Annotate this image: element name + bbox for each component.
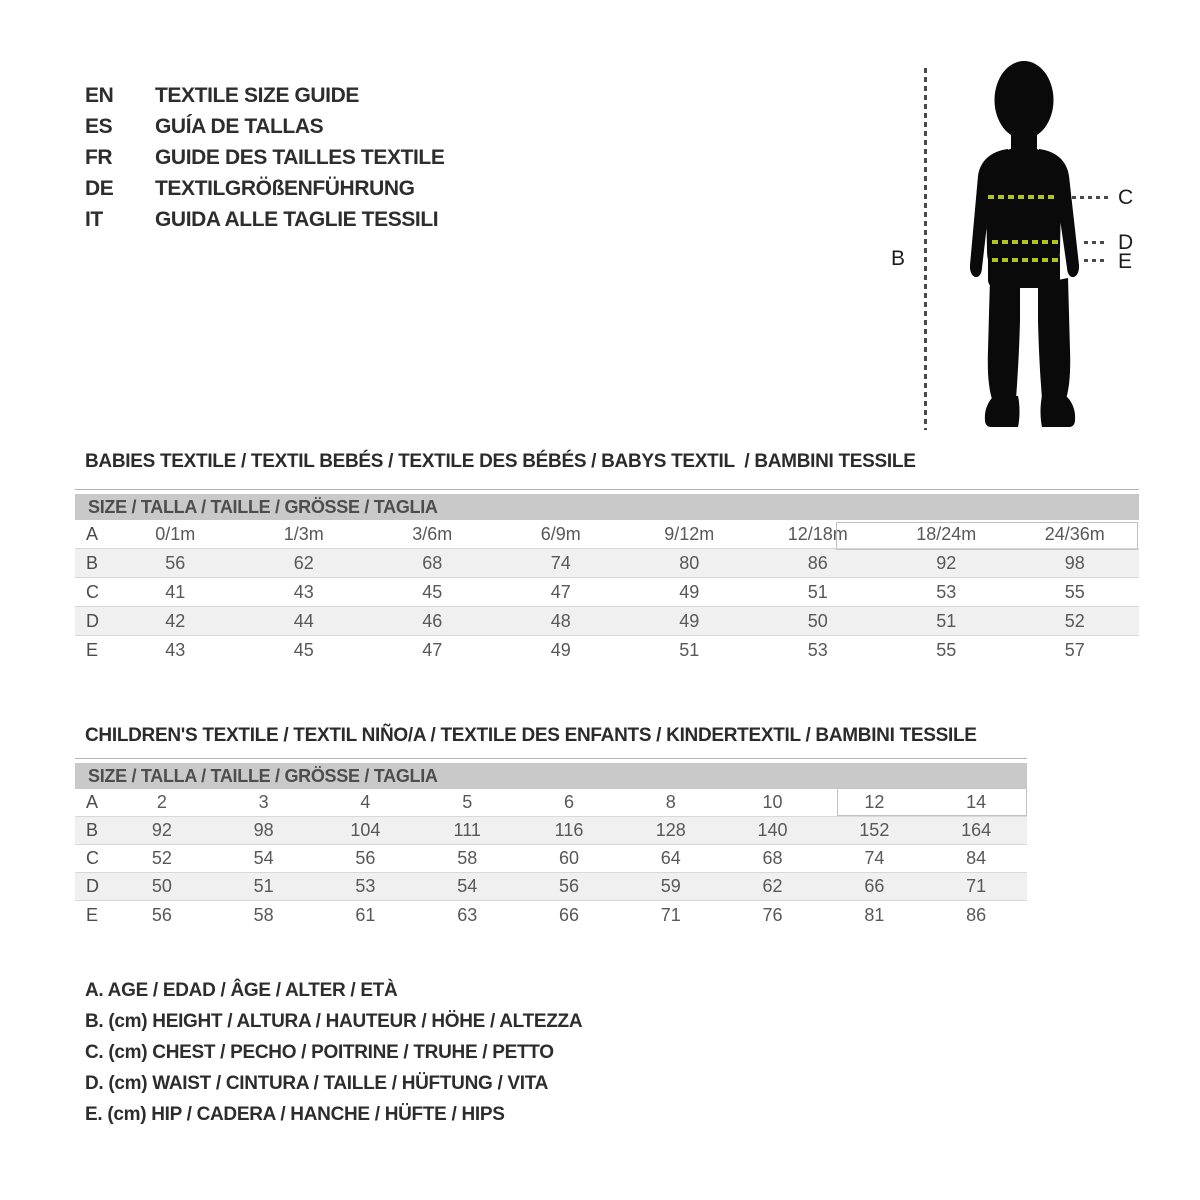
size-header-row: SIZE / TALLA / TAILLE / GRÖSSE / TAGLIA	[75, 763, 1027, 789]
size-value-cell: 55	[936, 640, 957, 660]
children-size-table	[75, 758, 1027, 929]
silhouette-right-foot	[1041, 396, 1076, 427]
hip-label: E	[1118, 250, 1132, 273]
size-value-cell: 45	[422, 581, 443, 602]
table-top-rule	[75, 489, 1139, 490]
language-guide-title: GUIDE DES TAILLES TEXTILE	[155, 146, 445, 169]
size-value-cell: 2	[156, 792, 167, 812]
size-value-cell: 58	[253, 904, 274, 925]
language-code: IT	[85, 208, 103, 231]
size-value-cell: 152	[859, 820, 890, 840]
size-value-cell: 76	[762, 904, 783, 925]
size-value-cell: 74	[864, 848, 885, 868]
size-value-cell: 58	[457, 848, 478, 868]
size-row-C	[75, 845, 1027, 873]
size-value-cell: 68	[422, 552, 443, 573]
size-value-cell: 66	[558, 904, 579, 925]
size-value-cell: 9/12m	[664, 523, 715, 544]
size-value-cell: 104	[350, 820, 381, 840]
size-value-cell: 53	[807, 640, 828, 660]
size-value-cell: 98	[1064, 552, 1085, 573]
silhouette-left-foot	[985, 396, 1020, 427]
size-value-cell: 98	[253, 820, 274, 840]
language-row	[85, 142, 444, 173]
row-letter: E	[86, 904, 99, 925]
size-value-cell: 53	[355, 876, 376, 896]
language-code: DE	[85, 177, 114, 200]
chest-callout-line	[1072, 196, 1108, 199]
legend-item: C. (cm) CHEST / PECHO / POITRINE / TRUHE / PETTO	[85, 1042, 554, 1063]
waist-measure-line	[992, 240, 1058, 244]
selected-size-highlight	[837, 788, 1027, 816]
size-value-cell: 74	[550, 552, 571, 573]
size-value-cell: 24/36m	[1044, 523, 1105, 544]
size-value-cell: 71	[966, 876, 987, 896]
size-value-cell: 140	[757, 820, 788, 840]
row-letter: E	[86, 640, 99, 660]
row-letter: B	[86, 820, 99, 840]
size-value-cell: 49	[550, 640, 571, 660]
legend-item: D. (cm) WAIST / CINTURA / TAILLE / HÜFTUNG / VITA	[85, 1073, 549, 1094]
language-row	[85, 111, 444, 142]
row-letter: D	[86, 610, 99, 631]
row-letter: A	[86, 523, 99, 544]
size-value-cell: 8	[665, 792, 676, 812]
size-value-cell: 56	[165, 552, 186, 573]
size-value-cell: 116	[554, 820, 584, 840]
size-value-cell: 6	[563, 792, 574, 812]
size-value-cell: 51	[253, 876, 274, 896]
size-value-cell: 84	[966, 848, 987, 868]
language-code: ES	[85, 115, 113, 138]
children-section-title: CHILDREN'S TEXTILE / TEXTIL NIÑO/A / TEXTILE DES ENFANTS / KINDERTEXTIL / BAMBINI TESSILE	[85, 725, 977, 746]
language-row	[85, 80, 444, 111]
size-value-cell: 62	[762, 876, 783, 896]
measurement-diagram	[880, 40, 1200, 460]
size-value-cell: 49	[679, 610, 700, 631]
size-value-cell: 5	[462, 792, 473, 812]
size-value-cell: 81	[864, 904, 885, 925]
size-value-cell: 12/18m	[787, 523, 848, 544]
child-silhouette-icon	[930, 50, 1130, 440]
chest-label: C	[1118, 186, 1133, 209]
size-row-D	[75, 873, 1027, 901]
size-value-cell: 59	[660, 876, 681, 896]
size-value-cell: 56	[558, 876, 579, 896]
size-value-cell: 51	[936, 610, 957, 631]
size-value-cell: 62	[293, 552, 314, 573]
size-value-cell: 55	[1064, 581, 1085, 602]
size-value-cell: 47	[422, 640, 443, 660]
size-value-cell: 86	[807, 552, 828, 573]
size-value-cell: 1/3m	[283, 523, 324, 544]
silhouette-right-leg	[1038, 278, 1070, 399]
size-value-cell: 68	[762, 848, 783, 868]
legend-item: E. (cm) HIP / CADERA / HANCHE / HÜFTE / HIPS	[85, 1104, 505, 1125]
row-letter: B	[86, 552, 99, 573]
hip-measure-line	[992, 258, 1060, 262]
size-value-cell: 164	[961, 820, 992, 840]
height-label: B	[891, 247, 905, 270]
size-value-cell: 71	[660, 904, 681, 925]
size-value-cell: 92	[151, 820, 172, 840]
size-value-cell: 50	[151, 876, 172, 896]
size-row-D	[75, 607, 1139, 636]
size-value-cell: 4	[360, 792, 371, 812]
legend-item: B. (cm) HEIGHT / ALTURA / HAUTEUR / HÖHE / ALTEZZA	[85, 1011, 583, 1032]
row-letter: C	[86, 581, 99, 602]
size-value-cell: 128	[655, 820, 686, 840]
waist-callout-line	[1084, 241, 1108, 244]
legend-item: A. AGE / EDAD / ÂGE / ALTER / ETÀ	[85, 980, 398, 1001]
size-value-cell: 50	[807, 610, 828, 631]
size-value-cell: 44	[293, 610, 314, 631]
size-value-cell: 43	[293, 581, 314, 602]
size-row-B	[75, 817, 1027, 845]
size-value-cell: 14	[966, 792, 987, 812]
size-value-cell: 56	[151, 904, 172, 925]
language-guide-title: GUIDA ALLE TAGLIE TESSILI	[155, 208, 439, 231]
size-value-cell: 6/9m	[540, 523, 581, 544]
size-value-cell: 12	[864, 792, 885, 812]
size-value-cell: 60	[558, 848, 579, 868]
size-value-cell: 10	[762, 792, 783, 812]
row-letter: A	[86, 792, 99, 812]
size-value-cell: 47	[550, 581, 571, 602]
hip-callout-line	[1084, 259, 1108, 262]
size-value-cell: 51	[679, 640, 700, 660]
language-guide-title: TEXTILGRÖßENFÜHRUNG	[155, 177, 415, 200]
size-value-cell: 92	[936, 552, 957, 573]
size-value-cell: 0/1m	[155, 523, 196, 544]
size-value-cell: 53	[936, 581, 957, 602]
language-guide-title: GUÍA DE TALLAS	[155, 115, 324, 138]
babies-section-title: BABIES TEXTILE / TEXTIL BEBÉS / TEXTILE DES BÉBÉS / BABYS TEXTIL / BAMBINI TESSILE	[85, 451, 916, 472]
language-title-list	[85, 80, 444, 235]
size-value-cell: 80	[679, 552, 700, 573]
size-value-cell: 3/6m	[412, 523, 453, 544]
size-value-cell: 56	[355, 848, 376, 868]
size-value-cell: 61	[355, 904, 376, 925]
silhouette-head	[995, 61, 1054, 139]
size-value-cell: 3	[258, 792, 269, 812]
height-measure-line	[924, 68, 927, 430]
table-top-rule	[75, 758, 1027, 759]
size-value-cell: 111	[453, 820, 481, 840]
size-row-E	[75, 901, 1027, 929]
waist-label: D	[1118, 231, 1133, 254]
language-guide-title: TEXTILE SIZE GUIDE	[155, 84, 359, 107]
size-value-cell: 86	[966, 904, 987, 925]
size-value-cell: 45	[293, 640, 314, 660]
size-value-cell: 18/24m	[916, 523, 977, 544]
size-value-cell: 51	[807, 581, 828, 602]
size-value-cell: 64	[660, 848, 681, 868]
size-value-cell: 63	[457, 904, 478, 925]
language-row	[85, 173, 444, 204]
language-code: FR	[85, 146, 113, 169]
row-letter: D	[86, 876, 99, 896]
size-value-cell: 46	[422, 610, 443, 631]
chest-measure-line	[988, 195, 1056, 199]
size-header-row: SIZE / TALLA / TAILLE / GRÖSSE / TAGLIA	[75, 494, 1139, 520]
size-value-cell: 54	[457, 876, 478, 896]
babies-size-table	[75, 489, 1139, 665]
size-value-cell: 54	[253, 848, 274, 868]
language-row	[85, 204, 444, 235]
size-row-B	[75, 549, 1139, 578]
language-code: EN	[85, 84, 114, 107]
size-value-cell: 42	[165, 610, 186, 631]
size-value-cell: 43	[165, 640, 186, 660]
size-row-C	[75, 578, 1139, 607]
size-value-cell: 57	[1064, 640, 1085, 660]
silhouette-left-leg	[988, 278, 1020, 399]
size-value-cell: 52	[151, 848, 172, 868]
size-row-E	[75, 636, 1139, 665]
size-value-cell: 66	[864, 876, 885, 896]
selected-size-highlight	[836, 522, 1138, 550]
size-value-cell: 41	[165, 581, 186, 602]
row-letter: C	[86, 848, 99, 868]
size-value-cell: 49	[679, 581, 700, 602]
size-value-cell: 52	[1064, 610, 1085, 631]
measurement-legend	[85, 975, 582, 1130]
size-value-cell: 48	[550, 610, 571, 631]
